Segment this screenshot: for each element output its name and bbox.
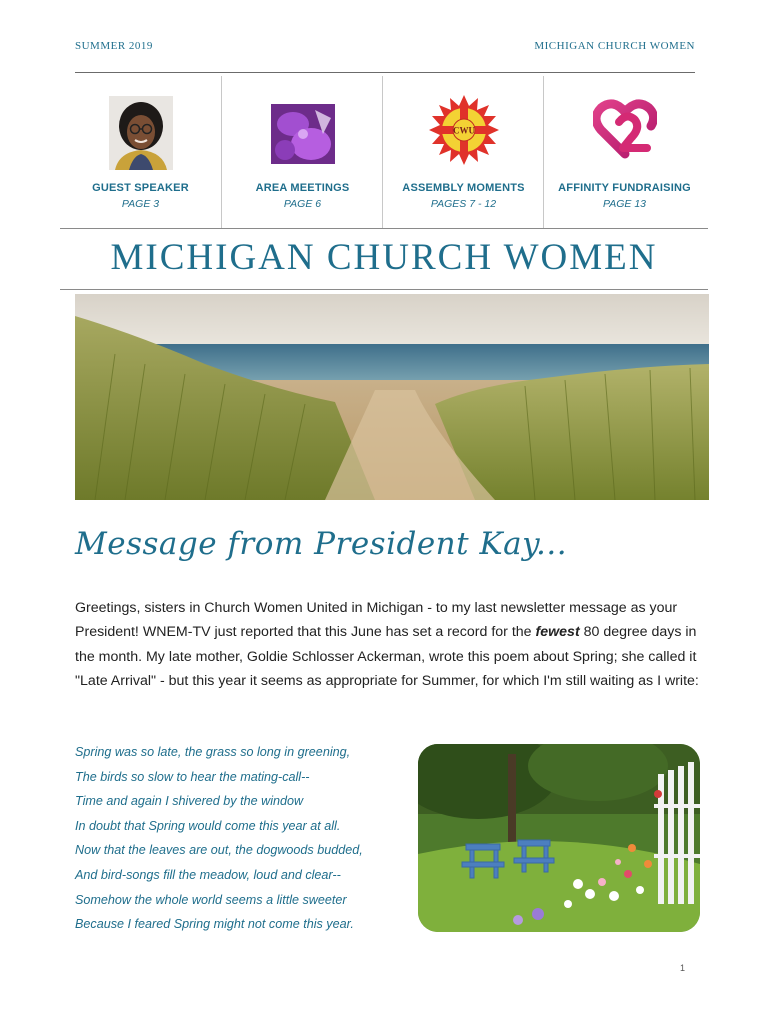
masthead-top-rule (60, 228, 708, 229)
poem-line: Somehow the whole world seems a little sweeter (75, 892, 347, 907)
poem-line: In doubt that Spring would come this year at all. (75, 818, 341, 833)
cwu-logo-text: CWU (452, 125, 475, 136)
intro-text-part-2: 80 degree days in the month. My late mother, Goldie Schlosser Ackerman, wrote this poem about Spring; she called it "Late Arrival" - but this year it seems as appropriate for Summer, for which I'm still waiting as I write: (75, 624, 699, 690)
nav-item-area-meetings[interactable] (221, 76, 383, 228)
nav-item-page: PAGE 6 (283, 198, 322, 210)
heart-two-logo-icon (593, 96, 657, 160)
poem (75, 740, 415, 937)
nav-item-affinity-fundraising[interactable] (543, 76, 705, 228)
contents-nav (60, 76, 708, 228)
header-divider (75, 72, 695, 73)
poem-line: And bird-songs fill the meadow, loud and clear-- (75, 867, 341, 882)
beach-path-hero-image (75, 294, 709, 500)
nav-item-page: PAGE 13 (603, 198, 646, 210)
intro-emphasis: fewest (535, 624, 580, 641)
cwu-logo-icon (428, 94, 500, 166)
nav-item-label: AFFINITY FUNDRAISING (558, 182, 691, 194)
issue-season: SUMMER 2019 (75, 40, 153, 52)
speaker-portrait-icon (109, 96, 173, 170)
purple-flower-photo-icon (271, 104, 335, 164)
nav-item-label: AREA MEETINGS (255, 182, 350, 194)
nav-item-guest-speaker[interactable] (60, 76, 221, 228)
masthead-title: MICHIGAN CHURCH WOMEN (110, 237, 658, 278)
nav-item-assembly-moments[interactable] (382, 76, 544, 228)
garden-chairs-image (418, 744, 700, 932)
intro-text-part-1: Greetings, sisters in Church Women United in Michigan - to my last newsletter message as your President! WNEM-TV just reported that this June has set a record for the (75, 600, 678, 641)
message-title: Message from President Kay... (75, 526, 568, 562)
poem-line: Spring was so late, the grass so long in greening, (75, 745, 351, 759)
nav-item-page: PAGES 7 - 12 (430, 198, 497, 210)
poem-line: Time and again I shivered by the window (75, 794, 304, 809)
nav-item-label: ASSEMBLY MOMENTS (402, 182, 525, 194)
poem-line: The birds so slow to hear the mating-call-- (75, 769, 310, 784)
message-intro-paragraph (75, 596, 700, 694)
nav-item-label: GUEST SPEAKER (92, 182, 189, 194)
nav-item-page: PAGE 3 (121, 198, 160, 210)
poem-line: Now that the leaves are out, the dogwoods budded, (75, 843, 363, 858)
poem-line: Because I feared Spring might not come this year. (75, 917, 354, 932)
header-publication-name: MICHIGAN CHURCH WOMEN (534, 40, 695, 52)
page-number: 1 (680, 963, 686, 973)
masthead-bottom-rule (60, 289, 708, 290)
